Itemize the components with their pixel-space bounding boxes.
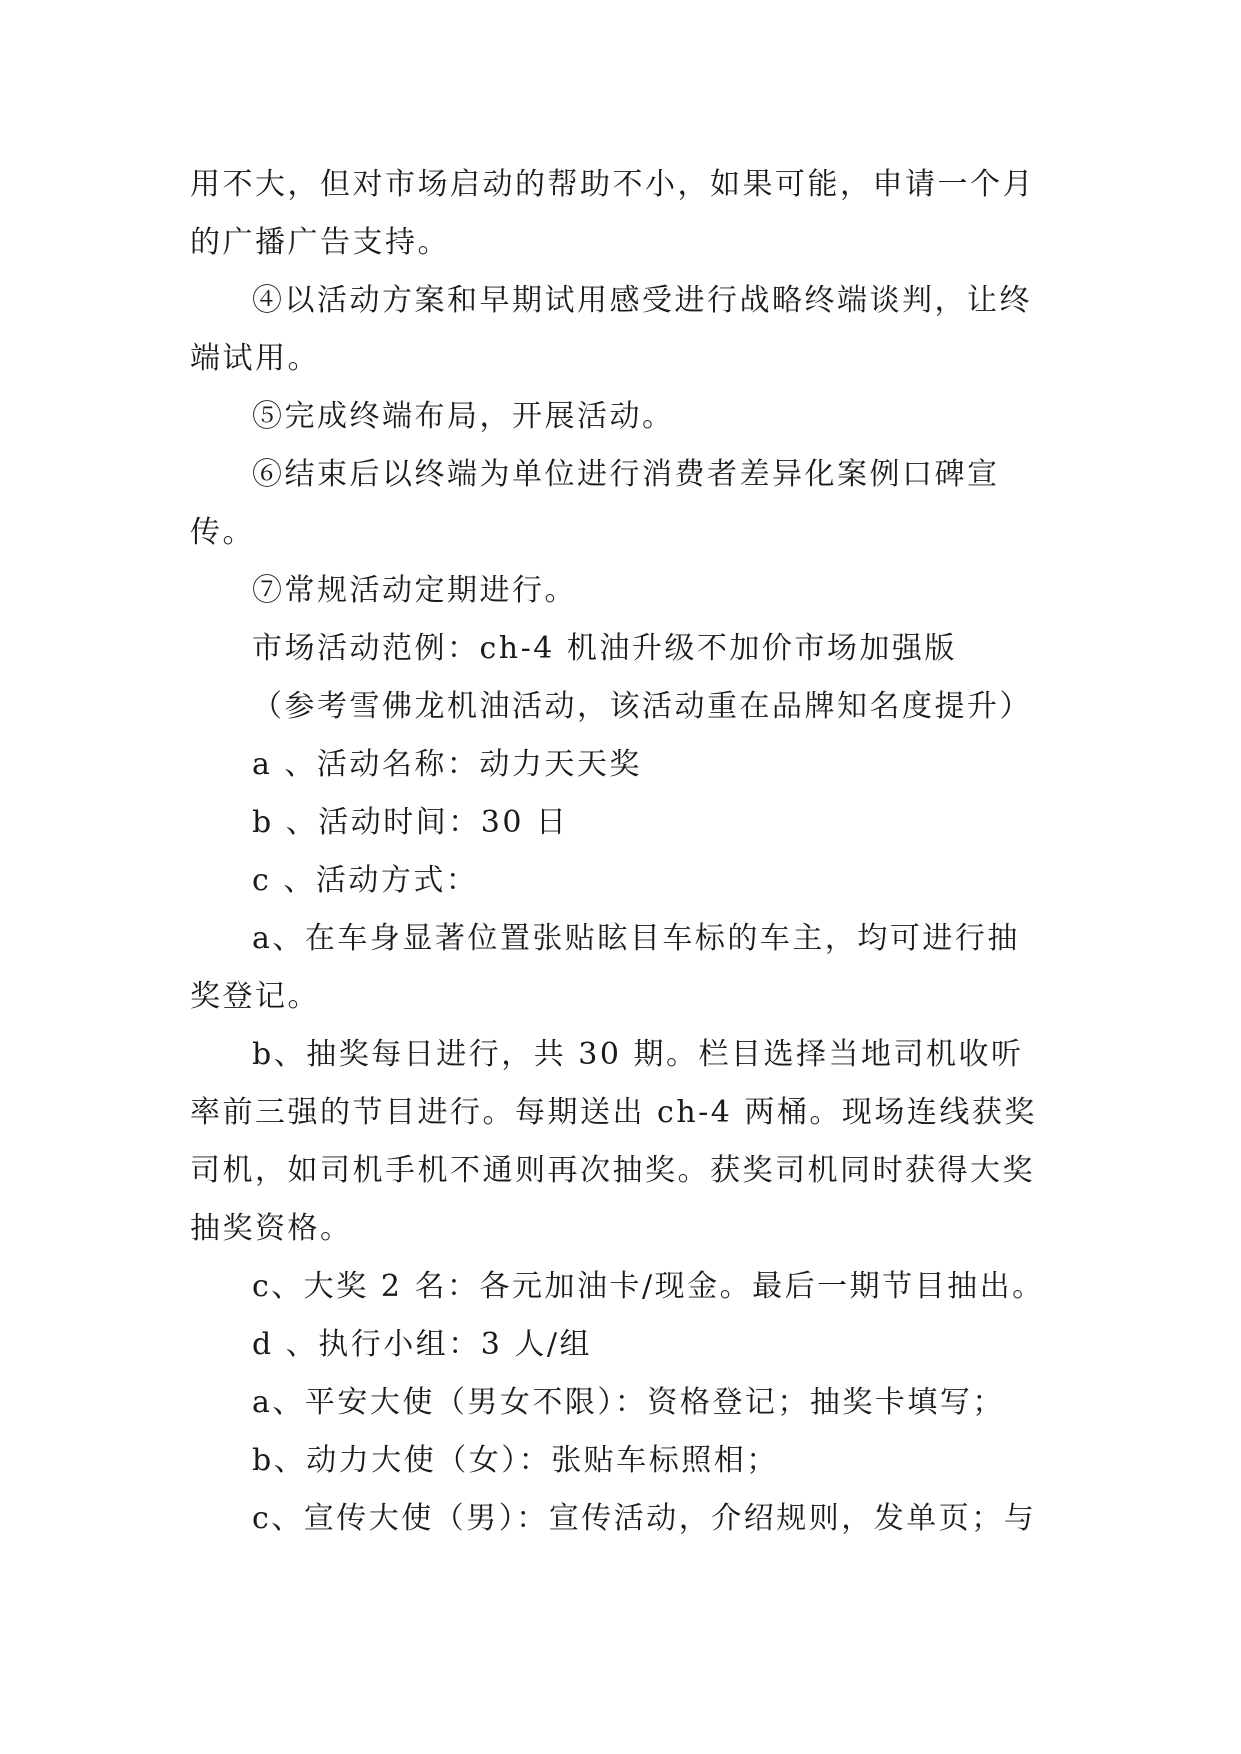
paragraph-activity-name: a 、活动名称：动力天天奖	[252, 747, 642, 782]
paragraph-step-6: ⑥结束后以终端为单位进行消费者差异化案例口碑宣传。	[190, 457, 1000, 550]
paragraph-team-c: c、宣传大使（男）：宣传活动，介绍规则，发单页；与	[252, 1501, 1037, 1536]
paragraph-step-4: ④以活动方案和早期试用感受进行战略终端谈判，让终端试用。	[190, 283, 1032, 376]
paragraph-activity-method: c 、活动方式：	[252, 863, 479, 898]
paragraph-execution-team: d 、执行小组：3 人/组	[252, 1327, 592, 1362]
paragraph-continuation: 用不大，但对市场启动的帮助不小，如果可能，申请一个月的广播广告支持。	[190, 167, 1035, 260]
paragraph-team-b: b、动力大使（女）：张贴车标照相；	[252, 1443, 779, 1478]
paragraph-step-7: ⑦常规活动定期进行。	[252, 573, 577, 608]
paragraph-team-a: a、平安大使（男女不限）：资格登记；抽奖卡填写；	[252, 1385, 1005, 1420]
paragraph-method-b: b、抽奖每日进行，共 30 期。栏目选择当地司机收听率前三强的节目进行。每期送出 ch-4 两桶。现场连线获奖司机，如司机手机不通则再次抽奖。获奖司机同时获得大奖抽奖资格。	[190, 1037, 1037, 1246]
paragraph-example-note: （参考雪佛龙机油活动，该活动重在品牌知名度提升）	[252, 689, 1032, 724]
paragraph-example-title: 市场活动范例：ch-4 机油升级不加价市场加强版	[252, 631, 957, 666]
document-body	[190, 156, 1050, 1548]
paragraph-step-5: ⑤完成终端布局，开展活动。	[252, 399, 675, 434]
paragraph-method-a: a、在车身显著位置张贴眩目车标的车主，均可进行抽奖登记。	[190, 921, 1020, 1014]
paragraph-method-c: c、大奖 2 名：各元加油卡/现金。最后一期节目抽出。	[252, 1269, 1045, 1304]
paragraph-activity-time: b 、活动时间：30 日	[252, 805, 569, 840]
